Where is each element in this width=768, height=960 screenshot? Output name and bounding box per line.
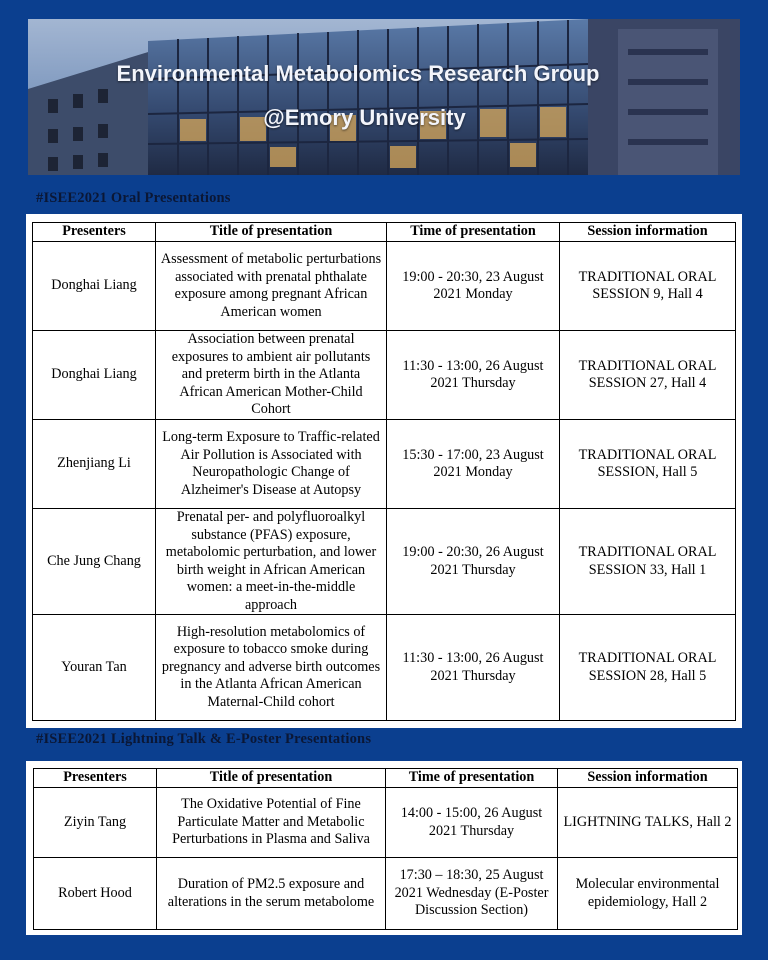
col-presenters: Presenters [33,223,156,242]
title-cell: Assessment of metabolic perturbations associated with prenatal phthalate exposure among pregnant African American women [156,242,387,331]
presenter-cell: Robert Hood [34,858,157,930]
session-cell: LIGHTNING TALKS, Hall 2 [558,788,738,858]
presenter-cell: Donghai Liang [33,242,156,331]
col-time: Time of presentation [387,223,560,242]
session-cell: TRADITIONAL ORAL SESSION 28, Hall 5 [560,615,736,721]
session-cell: TRADITIONAL ORAL SESSION 33, Hall 1 [560,509,736,615]
col-presenters: Presenters [34,769,157,788]
table-row [33,331,736,420]
presenter-cell: Ziyin Tang [34,788,157,858]
time-cell: 11:30 - 13:00, 26 August 2021 Thursday [387,615,560,721]
table-row [34,788,738,858]
session-cell: TRADITIONAL ORAL SESSION 9, Hall 4 [560,242,736,331]
col-title: Title of presentation [157,769,386,788]
col-title: Title of presentation [156,223,387,242]
presenter-cell: Donghai Liang [33,331,156,420]
oral-section-heading: #ISEE2021 Oral Presentations [36,190,231,206]
title-cell: Duration of PM2.5 exposure and alterations in the serum metabolome [157,858,386,930]
table-row [33,509,736,615]
session-cell: TRADITIONAL ORAL SESSION, Hall 5 [560,420,736,509]
header-banner [28,19,740,175]
lightning-table [33,768,738,930]
banner-subtitle: @Emory University [263,105,466,130]
presenter-cell: Youran Tan [33,615,156,721]
session-cell: TRADITIONAL ORAL SESSION 27, Hall 4 [560,331,736,420]
table-row [33,615,736,721]
time-cell: 17:30 – 18:30, 25 August 2021 Wednesday (E-Poster Discussion Section) [386,858,558,930]
time-cell: 14:00 - 15:00, 26 August 2021 Thursday [386,788,558,858]
col-session: Session information [560,223,736,242]
table-row [33,420,736,509]
title-cell: Prenatal per- and polyfluoroalkyl substance (PFAS) exposure, metabolomic perturbation, and lower birth weight in African American women: a meet-in-the-middle approach [156,509,387,615]
oral-header-row [33,223,736,242]
time-cell: 19:00 - 20:30, 26 August 2021 Thursday [387,509,560,615]
title-cell: The Oxidative Potential of Fine Particulate Matter and Metabolic Perturbations in Plasma and Saliva [157,788,386,858]
table-row [33,242,736,331]
lightning-header-row [34,769,738,788]
time-cell: 11:30 - 13:00, 26 August 2021 Thursday [387,331,560,420]
title-cell: High-resolution metabolomics of exposure to tobacco smoke during pregnancy and adverse birth outcomes in the Atlanta African American Maternal-Child cohort [156,615,387,721]
oral-table [32,222,736,721]
col-time: Time of presentation [386,769,558,788]
presenter-cell: Zhenjiang Li [33,420,156,509]
time-cell: 19:00 - 20:30, 23 August 2021 Monday [387,242,560,331]
session-cell: Molecular environmental epidemiology, Hall 2 [558,858,738,930]
table-row [34,858,738,930]
building-photo [28,19,740,175]
lightning-section-heading: #ISEE2021 Lightning Talk & E-Poster Presentations [36,731,372,747]
title-cell: Association between prenatal exposures to ambient air pollutants and preterm birth in the Atlanta African American Mother-Child Cohort [156,331,387,420]
time-cell: 15:30 - 17:00, 23 August 2021 Monday [387,420,560,509]
presenter-cell: Che Jung Chang [33,509,156,615]
banner-title: Environmental Metabolomics Research Group [116,61,600,86]
title-cell: Long-term Exposure to Traffic-related Air Pollution is Associated with Neuropathologic Change of Alzheimer's Disease at Autopsy [156,420,387,509]
col-session: Session information [558,769,738,788]
